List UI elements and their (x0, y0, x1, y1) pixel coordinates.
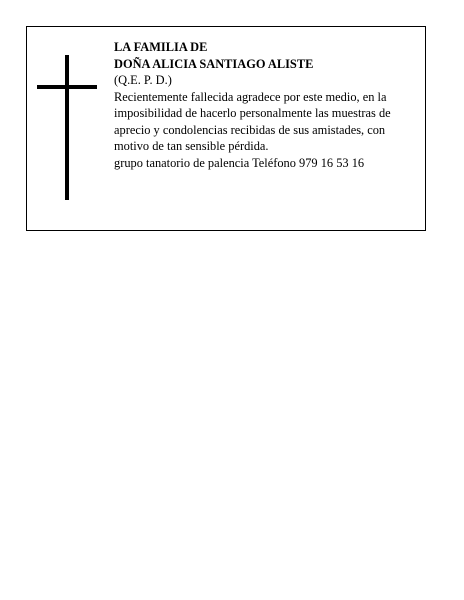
notice-heading-family: LA FAMILIA DE (114, 40, 208, 54)
cross-icon (37, 55, 97, 200)
cross-vertical-bar (65, 55, 69, 200)
cross-horizontal-bar (37, 85, 97, 89)
obituary-notice (26, 26, 426, 231)
notice-body: Recientemente fallecida agradece por este medio, en la imposibilidad de hacerlo personalmente las muestras de aprecio y condolencias recibidas de sus amistades, con motivo de tan sensible pérdida. (114, 89, 391, 153)
notice-text (114, 39, 422, 171)
notice-contact: grupo tanatorio de palencia Teléfono 979 16 53 16 (114, 155, 365, 170)
notice-rip: (Q.E. P. D.) (114, 73, 172, 87)
notice-heading-name: DOÑA ALICIA SANTIAGO ALISTE (114, 56, 314, 71)
